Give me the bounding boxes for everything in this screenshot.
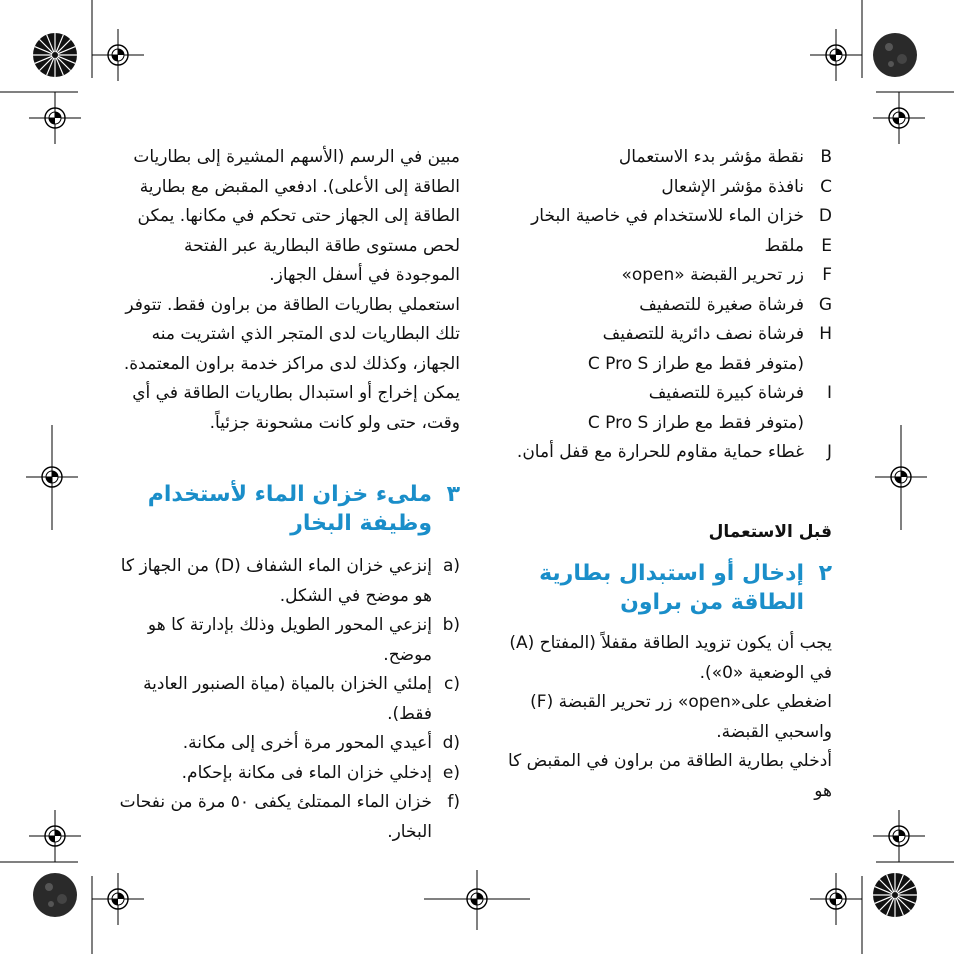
section-2-heading — [500, 559, 832, 617]
list-note: (متوفر فقط مع طراز C Pro S — [587, 412, 804, 433]
step-key: e) — [442, 762, 460, 783]
paragraph: يجب أن يكون تزويد الطاقة مقفلاً (المفتاح (A) في الوضعية «0»). — [509, 633, 832, 683]
list-text: غطاء حماية مقاوم للحرارة مع قفل أمان. — [516, 442, 804, 462]
list-text: زر تحرير القبضة «open» — [621, 265, 804, 285]
section-3-heading — [118, 480, 460, 538]
list-key: C — [820, 176, 832, 197]
step-text: إدخلي خزان الماء فى مكانة بإحكام. — [181, 762, 432, 783]
list-key: F — [822, 265, 832, 285]
paragraph: اضغطي على«open» زر تحرير القبضة (F) واسحبي القبضة. — [530, 692, 832, 742]
list-text: خزان الماء للاستخدام في خاصية البخار — [531, 206, 804, 226]
step-item — [118, 759, 460, 789]
step-item — [118, 552, 460, 611]
paragraph: استعملي بطاريات الطاقة من براون فقط. تتوفر تلك البطاريات لدى المتجر الذي اشتريت منه الجهاز، وكذلك لدى مراكز خدمة براون المعتمدة. يمكن إخراج أو استبدال بطاريات الطاقة في أي وقت، حتى ولو كانت مشحونة جزئياً. — [123, 294, 460, 433]
list-item — [500, 320, 832, 350]
step-text: إنزعي خزان الماء الشفاف (D) من الجهاز كا هو موضح في الشكل. — [120, 556, 432, 606]
list-text: فرشاة نصف دائرية للتصفيف — [602, 324, 804, 344]
step-key: d) — [442, 733, 460, 753]
before-use-heading: قبل الاستعمال — [708, 521, 832, 542]
step-item — [118, 670, 460, 729]
step-key: b) — [442, 615, 460, 635]
list-key: D — [818, 206, 832, 226]
list-item — [500, 379, 832, 409]
paragraph: أدخلي بطارية الطاقة من براون في المقبض كا هو — [507, 751, 832, 801]
step-item — [118, 729, 460, 759]
step-text: إملئي الخزان بالمياة (مياة الصنبور العادية فقط). — [143, 674, 432, 724]
list-key: H — [819, 324, 832, 344]
section-number: ٢ — [818, 561, 832, 586]
step-key: a) — [442, 556, 460, 576]
list-text: ملقط — [764, 235, 804, 256]
list-text: نافذة مؤشر الإشعال — [661, 176, 804, 197]
section-title: ملىء خزان الماء لأستخدام وظيفة البخار — [147, 482, 432, 536]
list-text: نقطة مؤشر بدء الاستعمال — [618, 147, 804, 167]
step-text: خزان الماء الممتلئ يكفى ٥٠ مرة من نفحات البخار. — [119, 792, 432, 842]
list-text: فرشاة كبيرة للتصفيف — [648, 383, 804, 403]
list-key: E — [821, 235, 832, 256]
list-item — [500, 438, 832, 468]
step-key: f) — [447, 792, 460, 812]
step-key: c) — [444, 674, 460, 694]
list-item — [500, 232, 832, 262]
right-column — [500, 143, 832, 806]
step-item — [118, 788, 460, 847]
list-item — [500, 202, 832, 232]
list-item — [500, 261, 832, 291]
section-title: إدخال أو استبدال بطارية الطاقة من براون — [539, 561, 804, 615]
list-key: J — [826, 442, 832, 462]
list-key: I — [826, 383, 832, 403]
list-item — [500, 173, 832, 203]
list-note: (متوفر فقط مع طراز C Pro S — [587, 353, 804, 374]
list-key: G — [818, 294, 832, 315]
paragraph: مبين في الرسم (الأسهم المشيرة إلى بطاريات الطاقة إلى الأعلى). ادفعي المقبض مع بطارية الطاقة إلى الجهاز حتى تحكم في مكانها. يمكن لحص مستوى طاقة البطارية عبر الفتحة الموجودة في أسفل الجهاز. — [133, 147, 460, 285]
left-column — [118, 143, 460, 847]
step-text: إنزعي المحور الطويل وذلك بإدارتة كا هو موضح. — [147, 615, 432, 665]
step-item — [118, 611, 460, 670]
list-text: فرشاة صغيرة للتصفيف — [639, 294, 804, 315]
list-item — [500, 143, 832, 173]
list-item — [500, 291, 832, 321]
list-key: B — [820, 147, 832, 167]
step-text: أعيدي المحور مرة أخرى إلى مكانة. — [182, 733, 432, 753]
section-number: ٣ — [446, 482, 460, 507]
